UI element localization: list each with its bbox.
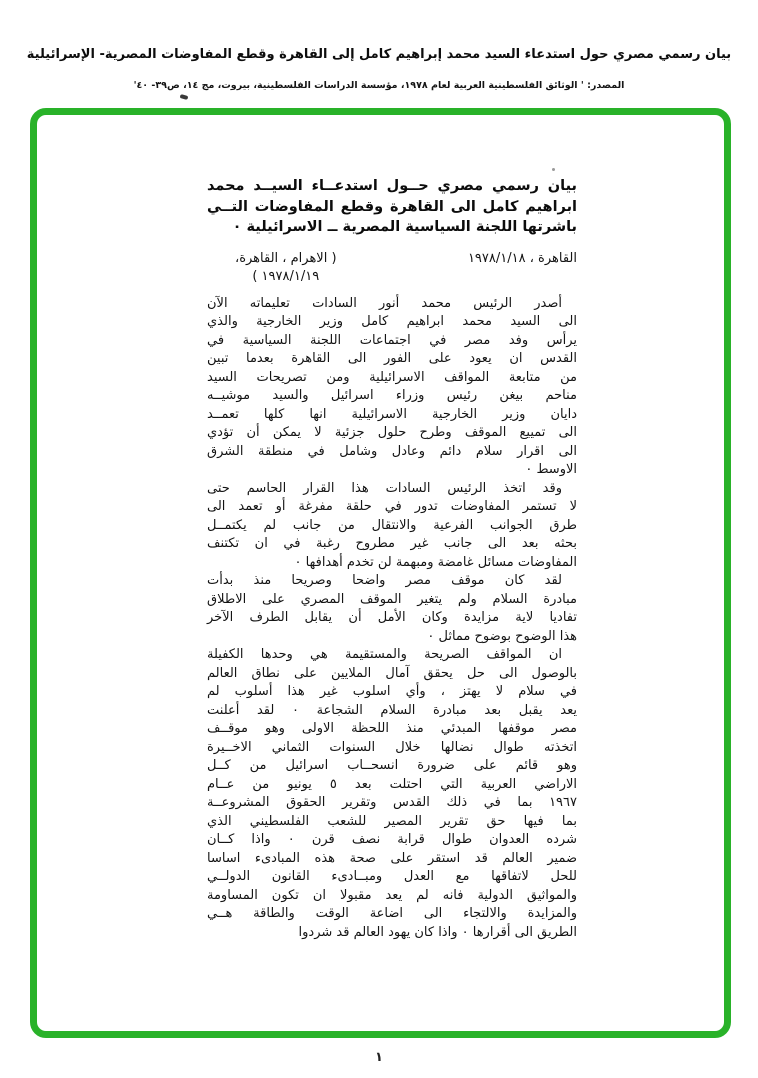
document-line: ان المواقف الصريحة والمستقيمة هي وحدها الكفيلة xyxy=(207,647,562,662)
document-line: الى تمييع الموقف وطرح حلول جزئية لا يمكن أن تؤدي xyxy=(207,425,577,440)
document-line: لقد كان موقف مصر واضحا وصريحا منذ بدأت xyxy=(207,573,562,588)
document-line: وهو قائم على ضرورة انسحــاب اسرائيل من كــل xyxy=(207,758,577,773)
document-line: الاراضي العربية التي احتلت بعد ٥ يونيو من عــام xyxy=(207,776,577,792)
document-line: شرده العدوان طوال قرابة نصف قرن ٠ واذا كــان xyxy=(207,832,577,847)
page-header-source: المصدر: ' الوثائق الفلسطينية العربية لعام ١٩٧٨، مؤسسة الدراسات الفلسطينية، بيروت، مج ١٤، ص٣٩- ٤٠' xyxy=(133,80,625,91)
document-line: أصدر الرئيس محمد أنور السادات تعليماته الآن xyxy=(207,295,562,311)
document-line: للحل لاتفاقها مع العدل ومبــادىء القانون الدولــي xyxy=(207,869,577,884)
scan-artifact xyxy=(180,94,189,100)
document-dateline xyxy=(207,250,577,286)
dateline-source-line1: ( الاهرام ، القاهرة، xyxy=(235,250,337,266)
page-number: ١ xyxy=(375,1050,383,1065)
dateline-source xyxy=(235,250,337,286)
document-column xyxy=(207,176,577,942)
document-line: لا تستمر المفاوضات تدور في حلقة مفرغة أو تعمد الى xyxy=(207,499,577,514)
document-line: اتخذته طوال نضالها خلال السنوات الثماني الاخــيرة xyxy=(207,739,577,755)
document-line: مبادرة السلام ولم يتغير الموقف المصري على الاطلاق xyxy=(207,591,577,607)
document-title xyxy=(207,176,577,238)
document-line: طرق الجوانب الفرعية والانتقال من جانب لم يكتمــل xyxy=(207,517,577,533)
document-title-line: بيان رسمي مصري حــول استدعــاء السيــد محمد xyxy=(207,178,577,194)
document-line: هذا الوضوح بوضوح مماثل ٠ xyxy=(427,628,577,644)
document-line: ١٩٦٧ بما في ذلك القدس وتقرير الحقوق المشروعــة xyxy=(207,795,577,810)
document-line: وقد اتخذ الرئيس السادات هذا القرار الحاسم حتى xyxy=(207,480,562,496)
document-line: تفاديا لاية مزايدة وكان الأمل أن يقابل الطرف الآخر xyxy=(207,610,577,625)
document-body xyxy=(207,295,577,943)
dateline-source-line2: ١٩٧٨/١/١٩ ) xyxy=(252,268,320,284)
document-title-line: باشرتها اللجنة السياسية المصرية ــ الاسرائيلية ٠ xyxy=(232,219,577,235)
document-line: الاوسط ٠ xyxy=(525,462,577,477)
document-frame xyxy=(30,108,731,1038)
document-line: من متابعة المواقف الاسرائيلية ومن تصريحات السيد xyxy=(207,369,577,385)
document-line: والمزايدة والالتجاء الى اضاعة الوقت والطاقة هــي xyxy=(207,906,577,921)
document-title-line: ابراهيم كامل الى القاهرة وقطع المفاوضات التــي xyxy=(207,198,577,215)
document-line: دايان وزير الخارجية الاسرائيلية انها كلها تعمــد xyxy=(207,406,577,422)
page-header-title: بيان رسمي مصري حول استدعاء السيد محمد إبراهيم كامل إلى القاهرة وقطع المفاوضات المصرية- الإسرائيلية xyxy=(26,47,732,62)
document-line: بما فيها حق تقرير المصير للشعب الفلسطيني الذي xyxy=(207,813,577,829)
document-line: والمواثيق الدولية فانه لم يعد مقبولا ان تكون المساومة xyxy=(207,887,577,903)
document-line: الى السيد محمد ابراهيم كامل وزير الخارجية والذي xyxy=(207,314,577,329)
document-line: الطريق الى أقرارها ٠ واذا كان يهود العالم قد شردوا xyxy=(298,924,577,940)
document-line: مناحم بيغن رئيس وزراء اسرائيل والسيد موشيــه xyxy=(207,388,577,403)
document-line: ضمير العالم قد استقر على صحة هذه المبادىء اساسا xyxy=(207,850,577,866)
document-line: بالوصول الى حل يحقق آمال الملايين على نطاق العالم xyxy=(207,665,577,681)
document-line: المفاوضات مسائل غامضة ومبهمة لن تخدم أهدافها ٠ xyxy=(294,554,577,570)
document-line: في سلام لا يهتز ، وأي اسلوب غير هذا أسلوب لم xyxy=(207,684,577,699)
document-line: القدس ان يعود على الفور الى القاهرة بعدما تبين xyxy=(207,351,577,366)
document-line: يعد يقبل بعد مبادرة السلام الشجاعة ٠ لقد أعلنت xyxy=(207,702,577,718)
dateline-place-date: القاهرة ، ١٩٧٨/١/١٨ xyxy=(467,250,577,266)
document-line: بحثه بعد الى جانب غير مطروح رغبة في ان تكتنف xyxy=(207,536,577,551)
document-line: مصر موقفها المبدئي منذ اللحظة الاولى وهو موقــف xyxy=(207,721,577,736)
document-line: يرأس وفد مصر في اجتماعات اللجنة السياسية في xyxy=(207,332,577,348)
document-line: الى اقرار سلام دائم وعادل وشامل في منطقة الشرق xyxy=(207,443,577,459)
